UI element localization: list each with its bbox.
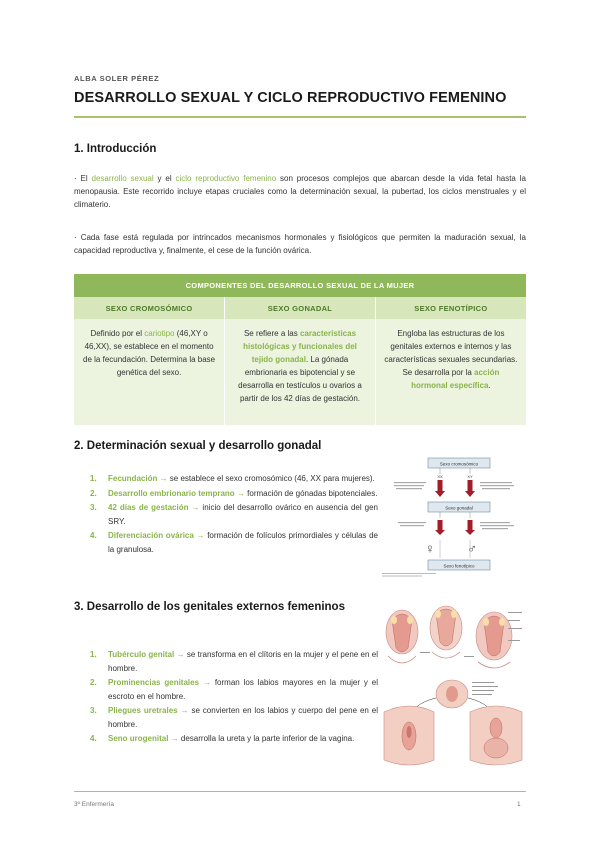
intro-paragraph-1: · El desarrollo sexual y el ciclo reproductivo femenino son procesos complejos que abarcan desde la vida fetal hasta la menopausia. Este recorrido incluye etapas cruciales como la determinación sexual, la pubertad, los ciclos menstruales y el climaterio. [74, 174, 526, 209]
page-number: 1 [517, 801, 521, 808]
arrow-down-icon [438, 480, 443, 491]
title-divider [74, 116, 526, 118]
intro-paragraph-2: · Cada fase está regulada por intrincados mecanismos hormonales y fisiológicos que permiten la maduración sexual, la capacidad reproductiva y, finalmente, el cese de la función ovárica. [74, 233, 526, 255]
table-cell: Engloba las estructuras de los genitales externos e internos y las características sexuales secundarias. Se desarrolla por la acción hormonal específica. [375, 319, 526, 425]
internal-anatomy-left [386, 610, 418, 663]
sex-determination-diagram [380, 452, 526, 578]
external-anatomy-right [470, 706, 522, 765]
arrow-down-icon [465, 491, 475, 497]
table-title: COMPONENTES DEL DESARROLLO SEXUAL DE LA MUJER [74, 274, 526, 297]
footer-divider [74, 791, 526, 792]
section-heading-intro: 1. Introducción [74, 143, 157, 155]
internal-anatomy-middle [430, 606, 462, 658]
arrow-down-icon [435, 530, 445, 535]
table-cell: Se refiere a las características histológicas y funcionales del tejido gonadal. La gónada embrionaria es bipotencial y se desarrolla en testículos u ovarios a partir de los 42 días de gestación. [225, 319, 376, 425]
list-item: 1. Fecundación → se establece el sexo cromosómico (46, XX para mujeres). [90, 474, 375, 483]
diagram-label-xy: XY [467, 474, 473, 479]
table-cell: Definido por el cariotipo (46,XY o 46,XX), se establece en el momento de la fecundación. Determina la base genética del sexo. [74, 319, 225, 425]
author-name: ALBA SOLER PÉREZ [74, 74, 160, 83]
diagram-label-xx: XX [437, 474, 443, 479]
list-item: 1. Tubérculo genital → se transforma en el clítoris en la mujer y el pene en el hombre. [90, 650, 379, 673]
arrow-down-icon [468, 520, 473, 530]
genital-development-illustration [380, 600, 526, 770]
diagram-box-label: Sexo gonadal [445, 505, 473, 511]
external-anatomy-left [384, 706, 434, 765]
section-heading-genitals: 3. Desarrollo de los genitales externos femeninos [74, 601, 345, 613]
section-heading-determination: 2. Determinación sexual y desarrollo gonadal [74, 440, 322, 452]
components-table [74, 274, 526, 425]
document-title: DESARROLLO SEXUAL Y CICLO REPRODUCTIVO FEMENINO [74, 90, 507, 106]
diagram-box-label: Sexo fenotípico [443, 563, 475, 569]
genitals-list [74, 648, 378, 747]
table-col-header: SEXO FENOTÍPICO [375, 297, 526, 319]
footer-course: 3º Enfermería [74, 801, 114, 808]
female-symbol-icon: ♀ [425, 541, 435, 556]
arrow-down-icon [465, 530, 475, 535]
arrow-down-icon [435, 491, 445, 497]
external-anatomy-center [436, 680, 498, 708]
highlight-term: desarrollo sexual [91, 174, 154, 183]
list-item: 2. Desarrollo embrionario temprano → formación de gónadas bipotenciales. [90, 488, 378, 498]
highlight-term: ciclo reproductivo femenino [175, 174, 277, 183]
table-col-header: SEXO CROMOSÓMICO [74, 297, 225, 319]
list-item: 4. Seno urogenital → desarrolla la ureta y la parte inferior de la vagina. [90, 734, 355, 743]
list-item: 4. Diferenciación ovárica → formación de folículos primordiales y células de la granulosa. [90, 531, 378, 554]
male-symbol-icon: ♂ [467, 541, 477, 556]
list-item: 3. Pliegues uretrales → se convierten en los labios y cuerpo del pene en el hombre. [90, 706, 378, 729]
arrow-down-icon [468, 480, 473, 491]
table-col-header: SEXO GONADAL [225, 297, 376, 319]
diagram-box-label: Sexo cromosómico [439, 461, 479, 467]
internal-anatomy-right [476, 612, 512, 668]
list-item: 2. Prominencias genitales → forman los labios mayores en la mujer y el escroto en el hombre. [90, 678, 378, 701]
list-item: 3. 42 días de gestación → inicio del desarrollo ovárico en ausencia del gen SRY. [90, 503, 378, 526]
determination-list [74, 472, 378, 557]
arrow-down-icon [438, 520, 443, 530]
